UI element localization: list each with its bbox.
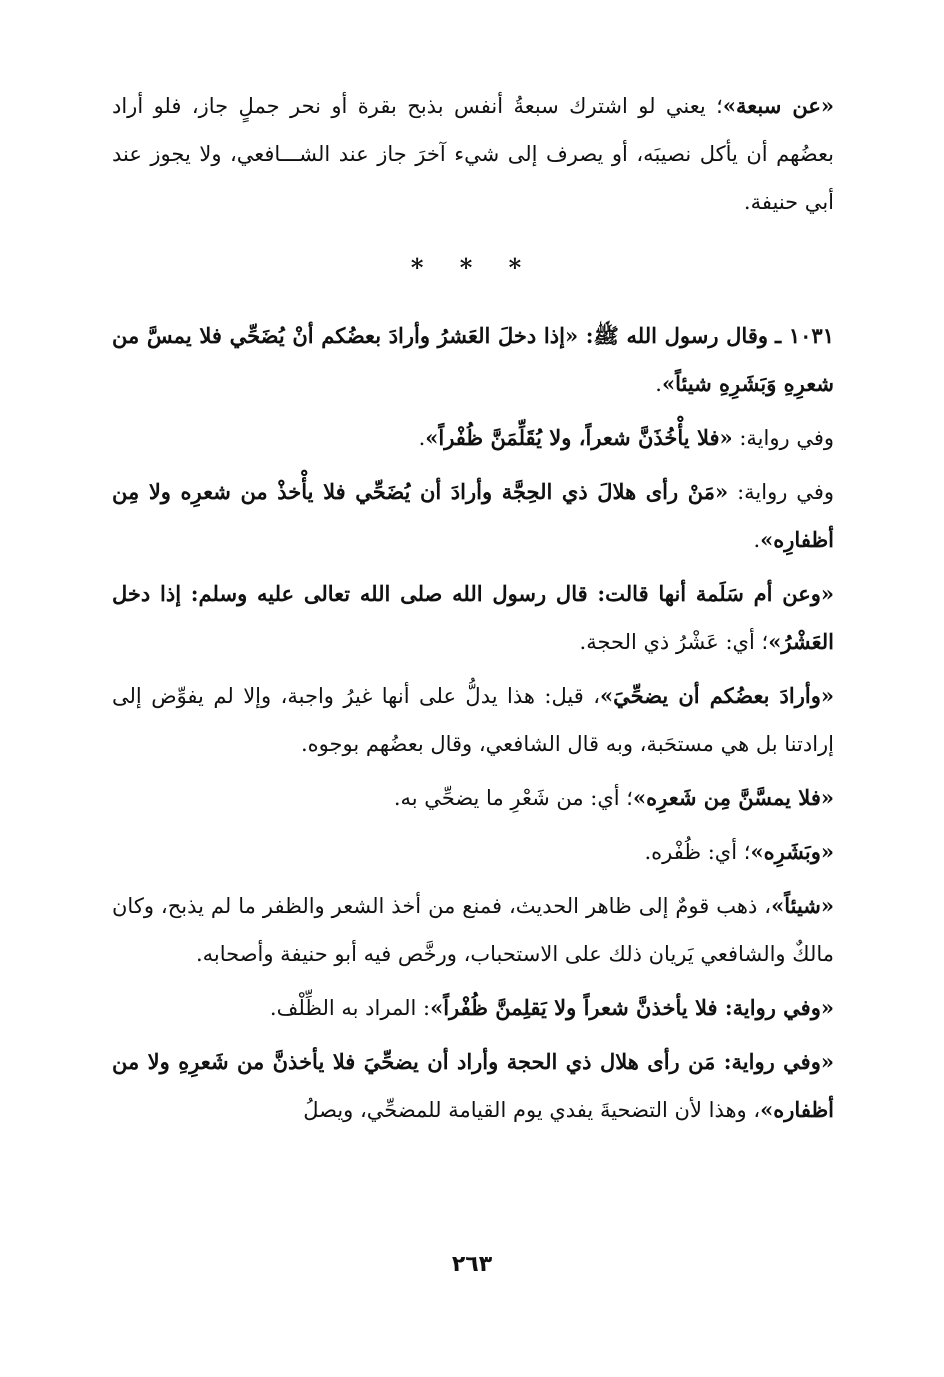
quoted-term: «فلا يمسَّنَّ مِن شَعرِه»	[632, 785, 834, 810]
quoted-term: «وفي رواية: فلا يأخذنَّ شعراً ولا يَقلِمنَّ ظُفْراً»	[430, 995, 834, 1020]
riwaya-lead: وفي رواية:	[737, 480, 834, 504]
commentary-text: ؛ أي: ظُفْره.	[644, 840, 751, 864]
riwaya-lead: وفي رواية:	[739, 426, 834, 450]
riwaya-end: .	[753, 528, 761, 552]
commentary-text: ، ذهب قومٌ إلى ظاهر الحديث، فمنع من أخذ الشعر والظفر ما لم يذبح، وكان مالكٌ والشافعي يَريان ذلك على الاستحباب، ورخَّص فيه أبو حنيفة وأصحابه.	[112, 894, 834, 966]
quoted-term: «عن سبعة»	[722, 93, 834, 118]
quoted-term: «شيئاً»	[771, 893, 834, 918]
hadith-1031	[112, 312, 834, 408]
riwaya-1	[112, 414, 834, 462]
commentary-paragraph	[112, 828, 834, 876]
hadith-text: وقال رسول الله ﷺ: «إذا دخلَ العَشرُ وأرادَ بعضُكم أنْ يُضَحِّي فلا يمسَّ من شعرِهِ وَبَشَرِهِ شيئاً»	[112, 323, 834, 396]
riwaya-text: «مَنْ رأى هلالَ ذي الحِجَّة وأرادَ أن يُضَحِّي فلا يأْخذْ من شعرِه ولا مِن أظفارِه»	[112, 479, 834, 552]
commentary-text: ؛ أي: عَشْرُ ذي الحجة.	[579, 630, 769, 654]
commentary-paragraph	[112, 984, 834, 1032]
hadith-number: ١٠٣١ ـ	[775, 323, 834, 348]
commentary-paragraph	[112, 882, 834, 978]
paragraph-text: ؛ يعني لو اشترك سبعةُ أنفس بذبح بقرة أو نحر جملٍ جاز، فلو أراد بعضُهم أن يأكل نصيبَه، أو يصرف إلى شيء آخرَ جاز عند الشـــافعي، ولا يجوز عند أبي حنيفة.	[112, 94, 834, 214]
commentary-text: ، قيل: هذا يدلُّ على أنها غيرُ واجبة، وإلا لم يفوِّض إلى إرادتنا بل هي مستحَبة، وبه قال الشافعي، وقال بعضُهم بوجوه.	[112, 684, 834, 756]
riwaya-end: .	[418, 426, 426, 450]
commentary-paragraph	[112, 672, 834, 768]
page-number: ٢٦٣	[451, 1252, 493, 1277]
commentary-text: ، وهذا لأن التضحيةَ يفدي يوم القيامة للمضحِّي، ويصلُ	[303, 1098, 761, 1122]
section-separator: * * *	[410, 253, 536, 282]
quoted-term: «وعن أم سَلَمة أنها قالت: قال رسول الله صلى الله تعالى عليه وسلم: إذا دخل العَشْرُ»	[112, 581, 834, 654]
commentary-text: : المراد به الظِّلْف.	[269, 996, 431, 1020]
commentary-text: ؛ أي: من شَعْرِ ما يضحِّي به.	[393, 786, 633, 810]
quoted-term: «وفي رواية: مَن رأى هلال ذي الحجة وأراد أن يضحِّيَ فلا يأخذنَّ من شَعرِهِ ولا من أظفاره»	[112, 1049, 834, 1122]
paragraph-intro	[112, 82, 834, 226]
quoted-term: «وأرادَ بعضُكم أن يضحِّيَ»	[600, 683, 834, 708]
page-body	[112, 82, 834, 1140]
commentary-paragraph	[112, 1038, 834, 1134]
commentary-paragraph	[112, 774, 834, 822]
riwaya-text: «فلا يأْخُذَنَّ شعراً، ولا يُقَلِّمَنَّ ظُفْراً»	[425, 425, 733, 450]
commentary-paragraph	[112, 570, 834, 666]
riwaya-2	[112, 468, 834, 564]
quoted-term: «وبَشَرِه»	[750, 839, 834, 864]
hadith-end: .	[655, 372, 662, 396]
